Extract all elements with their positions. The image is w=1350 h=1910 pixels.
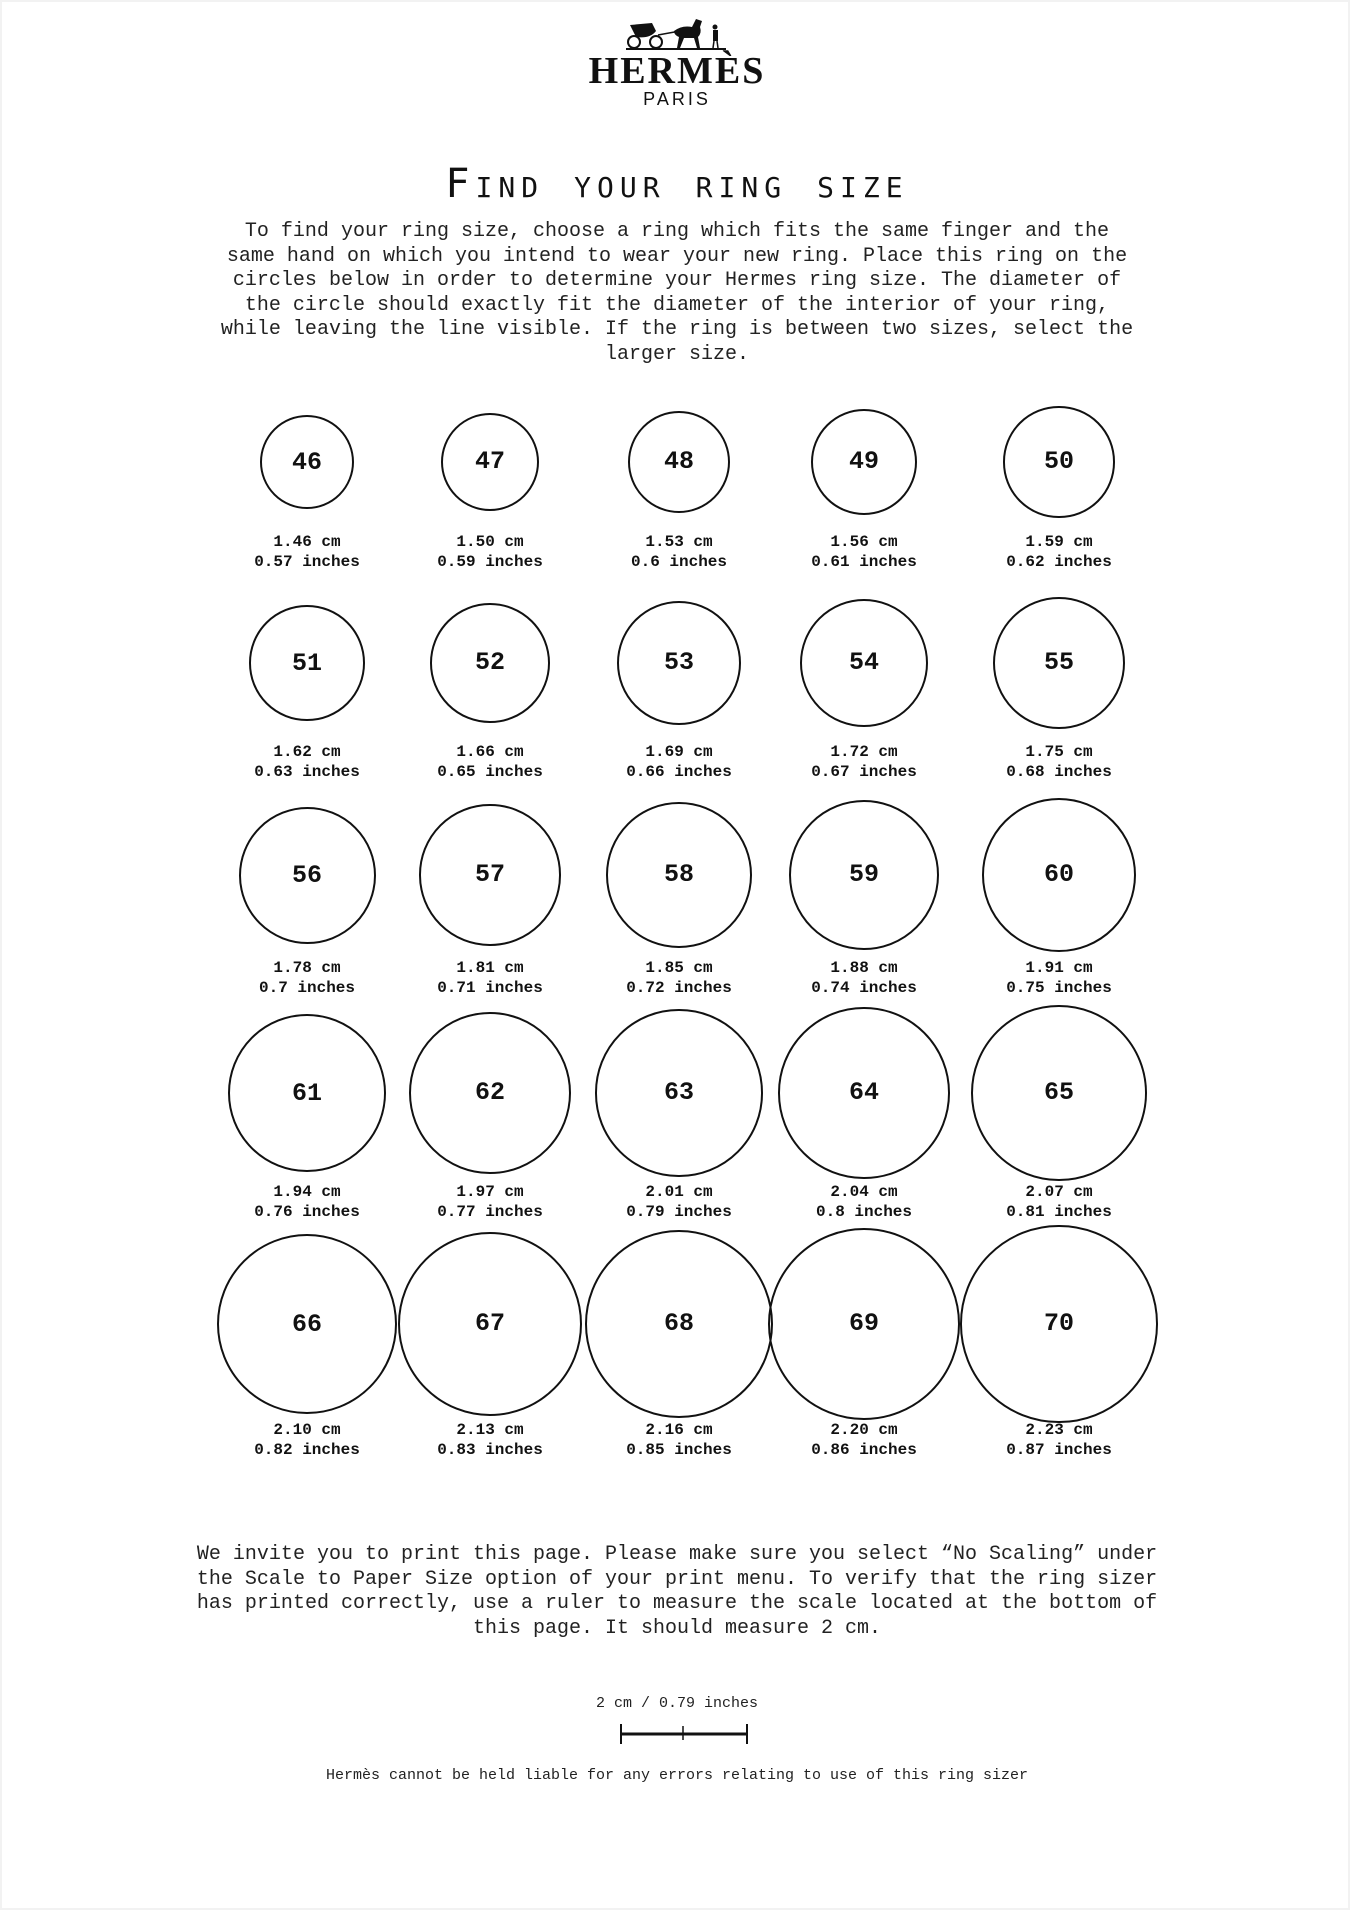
ring-size-number: 68 xyxy=(663,1309,694,1339)
ring-size-number: 64 xyxy=(848,1078,879,1108)
ring-diameter-cm: 1.46 cm xyxy=(273,533,341,551)
ring-size-number: 54 xyxy=(848,648,879,678)
ring-diameter-inches: 0.7 inches xyxy=(258,978,355,997)
ring-measurements xyxy=(207,959,407,998)
ring-circle xyxy=(1003,406,1114,517)
ring-diameter-cm: 1.88 cm xyxy=(830,959,898,977)
ring-measurements xyxy=(579,533,779,572)
ring-size-number: 62 xyxy=(474,1078,505,1108)
ring-size-number: 61 xyxy=(291,1078,322,1108)
scale-label: 2 cm / 0.79 inches xyxy=(595,1695,759,1712)
ring-diameter-inches: 0.74 inches xyxy=(811,978,917,997)
ring-circle xyxy=(409,1012,572,1175)
ring-diameter-inches: 0.61 inches xyxy=(811,552,917,571)
ring-diameter-cm: 1.72 cm xyxy=(830,743,898,761)
ring-measurements xyxy=(579,959,779,998)
ring-diameter-inches: 0.83 inches xyxy=(437,1440,543,1459)
ring-measurements xyxy=(959,1421,1159,1460)
ring-measurements xyxy=(207,1421,407,1460)
brand-city: PARIS xyxy=(643,89,711,109)
ring-diameter-inches: 0.57 inches xyxy=(254,552,360,571)
ring-measurements xyxy=(390,533,590,572)
ring-diameter-cm: 2.01 cm xyxy=(645,1183,713,1201)
ring-circle xyxy=(239,807,376,944)
ring-diameter-inches: 0.76 inches xyxy=(254,1202,360,1221)
page-title: Find your ring size xyxy=(445,161,909,207)
ring-circle xyxy=(768,1228,961,1421)
ring-circle xyxy=(398,1232,582,1416)
ring-size-number: 47 xyxy=(474,447,505,477)
ring-size-number: 53 xyxy=(663,648,694,678)
ring-circle xyxy=(217,1234,397,1414)
ring-size-number: 69 xyxy=(848,1309,879,1339)
ring-diameter-cm: 1.62 cm xyxy=(273,743,341,761)
ring-circle xyxy=(430,603,550,723)
ring-diameter-cm: 2.23 cm xyxy=(1025,1421,1093,1439)
ring-diameter-cm: 1.85 cm xyxy=(645,959,713,977)
ring-diameter-inches: 0.79 inches xyxy=(626,1202,732,1221)
ring-circle xyxy=(800,599,928,727)
ring-size-number: 48 xyxy=(663,447,694,477)
ring-size-number: 70 xyxy=(1043,1309,1074,1339)
ring-circle xyxy=(778,1007,949,1178)
ring-circle xyxy=(993,597,1126,730)
ring-diameter-inches: 0.8 inches xyxy=(815,1202,912,1221)
ring-size-number: 55 xyxy=(1043,648,1074,678)
ring-diameter-inches: 0.62 inches xyxy=(1006,552,1112,571)
ring-measurements xyxy=(390,959,590,998)
ring-diameter-inches: 0.77 inches xyxy=(437,1202,543,1221)
ring-diameter-inches: 0.63 inches xyxy=(254,762,360,781)
ring-diameter-cm: 1.69 cm xyxy=(645,743,713,761)
ring-size-number: 63 xyxy=(663,1078,694,1108)
ring-measurements xyxy=(764,959,964,998)
ring-measurements xyxy=(764,743,964,782)
ring-diameter-cm: 2.16 cm xyxy=(645,1421,713,1439)
ring-measurements xyxy=(207,1183,407,1222)
ring-diameter-cm: 1.81 cm xyxy=(456,959,524,977)
ring-measurements xyxy=(207,533,407,572)
ring-size-number: 52 xyxy=(474,648,505,678)
ring-size-number: 59 xyxy=(848,860,879,890)
ring-measurements xyxy=(579,1183,779,1222)
ring-diameter-cm: 1.78 cm xyxy=(273,959,341,977)
ring-diameter-cm: 1.66 cm xyxy=(456,743,524,761)
ring-measurements xyxy=(579,743,779,782)
ring-measurements xyxy=(764,1421,964,1460)
ring-diameter-cm: 2.07 cm xyxy=(1025,1183,1093,1201)
ring-diameter-cm: 1.50 cm xyxy=(456,533,524,551)
ring-diameter-inches: 0.67 inches xyxy=(811,762,917,781)
ring-measurements xyxy=(959,959,1159,998)
disclaimer: Hermès cannot be held liable for any errors relating to use of this ring sizer xyxy=(325,1767,1029,1784)
ring-size-number: 49 xyxy=(848,447,879,477)
ring-measurements xyxy=(959,1183,1159,1222)
ring-circle xyxy=(606,802,752,948)
ring-diameter-cm: 1.94 cm xyxy=(273,1183,341,1201)
ring-measurements xyxy=(390,1183,590,1222)
ring-measurements xyxy=(207,743,407,782)
ring-circle xyxy=(628,411,731,514)
ring-measurements xyxy=(579,1421,779,1460)
ring-diameter-inches: 0.85 inches xyxy=(626,1440,732,1459)
ring-size-number: 46 xyxy=(291,447,322,477)
ring-circle xyxy=(789,800,939,950)
ring-circle xyxy=(811,409,918,516)
ring-diameter-inches: 0.59 inches xyxy=(437,552,543,571)
ring-diameter-cm: 1.53 cm xyxy=(645,533,713,551)
ring-diameter-inches: 0.75 inches xyxy=(1006,978,1112,997)
ring-size-number: 58 xyxy=(663,860,694,890)
ring-diameter-inches: 0.86 inches xyxy=(811,1440,917,1459)
ring-diameter-cm: 1.97 cm xyxy=(456,1183,524,1201)
ring-circle xyxy=(617,601,741,725)
instructions-text: To find your ring size, choose a ring which fits the same finger and the same hand on which you intend to wear your new ring. Place this ring on the circles below in order to determine your Hermes ring size. The diameter of the circle should exactly fit the diameter of the interior of your ring, while leaving the line visible. If the ring is between two sizes, select the larger size. xyxy=(220,220,1134,366)
ring-measurements xyxy=(959,533,1159,572)
ring-circle xyxy=(585,1230,774,1419)
ring-size-number: 66 xyxy=(291,1309,322,1339)
ring-size-number: 50 xyxy=(1043,447,1074,477)
ring-diameter-inches: 0.82 inches xyxy=(254,1440,360,1459)
ring-diameter-cm: 1.59 cm xyxy=(1025,533,1093,551)
ring-circle xyxy=(441,413,539,511)
ring-diameter-inches: 0.71 inches xyxy=(437,978,543,997)
ring-diameter-cm: 2.20 cm xyxy=(830,1421,898,1439)
ring-diameter-inches: 0.6 inches xyxy=(630,552,727,571)
ring-diameter-inches: 0.72 inches xyxy=(626,978,732,997)
scale-ruler-icon xyxy=(619,1722,749,1746)
carriage-logo-icon xyxy=(622,17,732,51)
ring-size-number: 56 xyxy=(291,860,322,890)
ring-size-number: 60 xyxy=(1043,860,1074,890)
ring-diameter-inches: 0.68 inches xyxy=(1006,762,1112,781)
ring-diameter-cm: 2.13 cm xyxy=(456,1421,524,1439)
ring-measurements xyxy=(959,743,1159,782)
ring-measurements xyxy=(764,1183,964,1222)
print-instructions: We invite you to print this page. Please make sure you select “No Scaling” under the Scale to Paper Size option of your print menu. To verify that the ring sizer has printed correctly, use a ruler to measure the scale located at the bottom of this page. It should measure 2 cm. xyxy=(196,1543,1158,1640)
ring-diameter-cm: 1.75 cm xyxy=(1025,743,1093,761)
ring-size-number: 65 xyxy=(1043,1078,1074,1108)
ring-size-number: 67 xyxy=(474,1309,505,1339)
ring-diameter-cm: 2.10 cm xyxy=(273,1421,341,1439)
ring-diameter-inches: 0.87 inches xyxy=(1006,1440,1112,1459)
ring-size-number: 57 xyxy=(474,860,505,890)
ring-diameter-cm: 1.56 cm xyxy=(830,533,898,551)
ring-circle xyxy=(260,415,354,509)
ring-circle xyxy=(249,605,365,721)
ring-circle xyxy=(982,798,1136,952)
ring-measurements xyxy=(390,1421,590,1460)
ring-circle xyxy=(971,1005,1147,1181)
hermes-logo xyxy=(577,17,777,109)
ring-diameter-cm: 1.91 cm xyxy=(1025,959,1093,977)
brand-name: HERMÈS xyxy=(588,50,766,92)
ring-size-number: 51 xyxy=(291,648,322,678)
ring-measurements xyxy=(764,533,964,572)
ring-sizer-page xyxy=(2,2,1348,1908)
ring-circle xyxy=(595,1009,762,1176)
ring-circle xyxy=(228,1014,387,1173)
ring-circle xyxy=(960,1225,1157,1422)
ring-diameter-inches: 0.66 inches xyxy=(626,762,732,781)
ring-measurements xyxy=(390,743,590,782)
ring-diameter-inches: 0.81 inches xyxy=(1006,1202,1112,1221)
ring-diameter-cm: 2.04 cm xyxy=(830,1183,898,1201)
ring-circle xyxy=(419,804,560,945)
ring-diameter-inches: 0.65 inches xyxy=(437,762,543,781)
